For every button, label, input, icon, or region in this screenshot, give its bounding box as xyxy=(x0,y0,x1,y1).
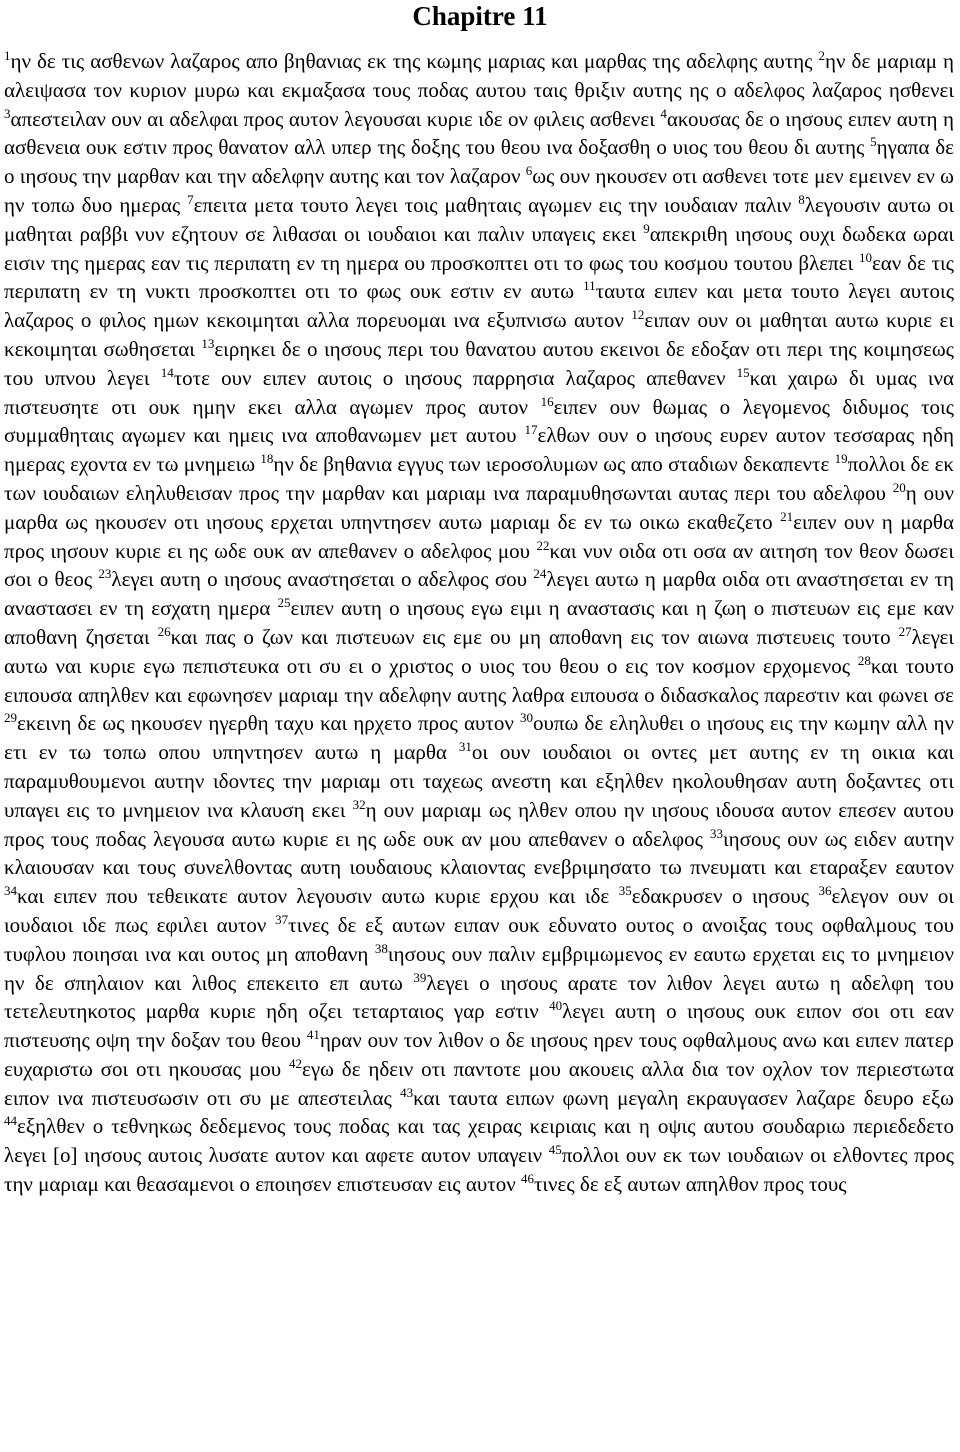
verse-number: 24 xyxy=(533,566,547,582)
verse-number: 15 xyxy=(736,364,750,380)
verse-text: και χαιρω δι υμας ινα πιστευσητε οτι ουκ ημην εκει αλλα αγωμεν προς αυτον xyxy=(4,365,954,419)
verse-number: 42 xyxy=(289,1055,303,1071)
verse-number: 13 xyxy=(201,335,215,351)
verse-text: λεγει ο ιησους αρατε τον λιθον λεγει αυτω η αδελφη του τετελευτηκοτος μαρθα κυριε ηδη οζει τεταρταιος γαρ εστιν xyxy=(4,970,954,1024)
verse-number: 39 xyxy=(413,969,427,985)
verse-number: 30 xyxy=(519,710,533,726)
verse-text: ειπεν ουν η μαρθα προς ιησουν κυριε ει ης ωδε ουκ αν απεθανεν ο αδελφος μου xyxy=(4,509,954,563)
verse-text: εγω δε ηδειν οτι παντοτε μου ακουεις αλλα δια τον οχλον τον περιεστωτα ειπον ινα πιστευσωσιν οτι συ με απεστειλας xyxy=(4,1056,954,1110)
verse-number: 29 xyxy=(4,710,17,726)
verse-text: ην δε μαριαμ η αλειψασα τον κυριον μυρω και εκμαξασα τους ποδας αυτου ταις θριξιν αυτης ης ο αδελφος λαζαρος ησθενει xyxy=(4,49,954,102)
verse-text: απεστειλαν ουν αι αδελφαι προς αυτον λεγουσαι κυριε ιδε ον φιλεις ασθενει xyxy=(10,106,661,131)
verse-text: ως ουν ηκουσεν οτι ασθενει τοτε μεν εμεινεν εν ω ην τοπω δυο ημερας xyxy=(4,164,954,217)
verse-text: λεγει αυτη ο ιησους αναστησεται ο αδελφος σου xyxy=(111,567,534,592)
verse-number: 25 xyxy=(277,595,291,611)
verse-text: και ειπεν που τεθεικατε αυτον λεγουσιν αυτω κυριε ερχου και ιδε xyxy=(17,884,619,909)
verse-text: πολλοι δε εκ των ιουδαιων εληλυθεισαν προς την μαρθαν και μαριαμ ινα παραμυθησωνται αυτας περι του αδελφου xyxy=(4,452,954,505)
verse-text: εκεινη δε ως ηκουσεν ηγερθη ταχυ και ηρχετο προς αυτον xyxy=(17,711,520,736)
verse-number: 35 xyxy=(618,883,632,899)
verse-text: ελθων ουν ο ιησους ευρεν αυτον τεσσαρας ηδη ημερας εχοντα εν τω μνημειω xyxy=(4,423,954,477)
verse-text: ταυτα ειπεν και μετα τουτο λεγει αυτοις λαζαρος ο φιλος ημων κεκοιμηται αλλα πορευομαι ινα εξυπνισω αυτον xyxy=(4,279,955,333)
verse-number: 40 xyxy=(549,998,563,1014)
verse-number: 36 xyxy=(818,883,832,899)
verse-number: 9 xyxy=(643,220,650,236)
verse-number: 23 xyxy=(98,566,112,582)
verse-text: ειρηκει δε ο ιησους περι του θανατου αυτου εκεινοι δε εδοξαν οτι περι της κοιμησεως του υπνου λεγει xyxy=(4,336,954,390)
verse-number: 12 xyxy=(631,307,645,323)
verse-text: και νυν οιδα οτι οσα αν αιτηση τον θεον δωσει σοι ο θεος xyxy=(4,538,954,592)
verse-text: η ουν μαρθα ως ηκουσεν οτι ιησους ερχεται υπηντησεν αυτω μαριαμ δε εν τω οικω εκαθεζετο xyxy=(4,480,955,534)
verse-text: ειπαν ουν οι μαθηται αυτω κυριε ει κεκοιμηται σωθησεται xyxy=(4,308,954,361)
verse-number: 21 xyxy=(780,508,794,524)
verse-number: 32 xyxy=(352,796,366,812)
verse-text: ηραν ουν τον λιθον ο δε ιησους ηρεν τους οφθαλμους ανω και ειπεν πατερ ευχαριστω σοι οτι ηκουσας μου xyxy=(4,1028,954,1081)
verse-number: 26 xyxy=(157,623,171,639)
verse-number: 33 xyxy=(710,825,724,841)
verse-number: 31 xyxy=(458,739,472,755)
verse-text: ην δε τις ασθενων λαζαρος απο βηθανιας εκ της κωμης μαριας και μαρθας της αδελφης αυτης xyxy=(10,49,819,73)
verse-text: και πας ο ζων και πιστευων εις εμε ου μη αποθανη εις τον αιωνα πιστευεις τουτο xyxy=(170,624,899,649)
verse-number: 10 xyxy=(858,249,872,265)
verse-text: λεγει αυτη ο ιησους ουκ ειπον σοι οτι εαν πιστευσης οψη την δοξαν του θεου xyxy=(4,999,955,1053)
verse-number: 3 xyxy=(4,105,11,121)
verse-number: 20 xyxy=(892,479,906,495)
verse-number: 2 xyxy=(818,48,826,63)
verse-number: 5 xyxy=(870,134,877,150)
verse-text: ελεγον ουν οι ιουδαιοι ιδε πως εφιλει αυτον xyxy=(4,884,954,937)
verse-number: 22 xyxy=(536,537,550,553)
verse-text: τοτε ουν ειπεν αυτοις ο ιησους παρρησια λαζαρος απεθανεν xyxy=(173,365,737,390)
verse-number: 14 xyxy=(160,364,174,380)
verse-text: και τουτο ειπουσα απηλθεν και εφωνησεν μαριαμ την αδελφην αυτης λαθρα ειπουσα ο διδασκαλος παρεστιν και φωνει σε xyxy=(4,653,954,707)
verse-text: ιησους ουν παλιν εμβριμωμενος εν εαυτω ερχεται εις το μνημειον ην δε σπηλαιον και λιθος επεκειτο επ αυτω xyxy=(4,941,954,995)
verse-number: 37 xyxy=(275,911,289,927)
verse-number: 11 xyxy=(583,278,596,294)
verse-number: 6 xyxy=(525,163,533,179)
verse-number: 27 xyxy=(898,623,912,639)
verse-text: οι ουν ιουδαιοι οι οντες μετ αυτης εν τη οικια και παραμυθουμενοι αυτην ιδοντες την μαριαμ οτι ταχεως ανεστη και εξηλθεν ηκολουθησαν αυτη δοξαντες οτι υπαγει εις το μνημειον ινα κλαυση εκει xyxy=(4,740,955,822)
verse-text: και ταυτα ειπων φωνη μεγαλη εκραυγασεν λαζαρε δευρο εξω xyxy=(413,1085,954,1110)
verse-number: 38 xyxy=(374,940,388,956)
verse-text: εξηλθεν ο τεθνηκως δεδεμενος τους ποδας και τας χειρας κειριαις και η οψις αυτου σουδαριω περιεδεδετο λεγει [ο] ιησους αυτοις λυσατε αυτον και αφετε αυτον υπαγειν xyxy=(4,1114,954,1168)
verse-text: επειτα μετα τουτο λεγει τοις μαθηταις αγωμεν εις την ιουδαιαν παλιν xyxy=(193,192,799,217)
verse-text: ουπω δε εληλυθει ο ιησους εις την κωμην αλλ ην ετι εν τω τοπω οπου υπηντησεν αυτω η μαρθα xyxy=(4,711,954,765)
verse-number: 45 xyxy=(548,1142,562,1158)
verse-number: 19 xyxy=(834,451,848,467)
verse-text: τινες δε εξ αυτων ειπαν ουκ εδυνατο ουτος ο ανοιξας τους οφθαλμους του τυφλου ποιησαι ινα και ουτος μη αποθανη xyxy=(4,912,955,966)
verse-text: πολλοι ουν εκ των ιουδαιων οι ελθοντες προς την μαριαμ και θεασαμενοι ο εποιησεν επιστευσαν εις αυτον xyxy=(4,1143,954,1197)
chapter-title: Chapitre 11 xyxy=(412,1,548,31)
verse-number: 28 xyxy=(857,652,871,668)
verse-number: 8 xyxy=(798,191,805,207)
verse-number: 34 xyxy=(4,883,17,899)
chapter-body-text xyxy=(4,47,954,1199)
verse-text: εαν δε τις περιπατη εν τη νυκτι προσκοπτει οτι το φως ουκ εστιν εν αυτω xyxy=(4,250,954,304)
verse-number: 18 xyxy=(260,451,274,467)
verse-text: ηγαπα δε ο ιησους την μαρθαν και την αδελφην αυτης και τον λαζαρον xyxy=(4,135,954,189)
verse-text: ην δε βηθανια εγγυς των ιεροσολυμων ως απο σταδιων δεκαπεντε xyxy=(273,452,835,477)
verse-number: 41 xyxy=(306,1027,320,1043)
verse-text: λεγει αυτω η μαρθα οιδα οτι αναστησεται εν τη αναστασει εν τη εσχατη ημερα xyxy=(4,567,954,621)
verse-text: απεκριθη ιησους ουχι δωδεκα ωραι εισιν της ημερας εαν τις περιπατη εν τη ημερα ου προσκοπτει οτι το φως του κοσμου τουτου βλεπει xyxy=(4,221,954,275)
verse-text: τινες δε εξ αυτων απηλθον προς τους xyxy=(533,1172,847,1197)
verse-number: 43 xyxy=(400,1084,414,1100)
verse-text: εδακρυσεν ο ιησους xyxy=(631,884,819,909)
verse-number: 46 xyxy=(520,1171,534,1187)
verse-number: 44 xyxy=(4,1113,17,1129)
verse-number: 7 xyxy=(187,191,194,207)
verse-number: 16 xyxy=(540,393,554,409)
verse-number: 1 xyxy=(4,48,11,63)
verse-text: ειπεν ουν θωμας ο λεγομενος διδυμος τοις συμμαθηταις αγωμεν και ημεις ινα αποθανωμεν μετ αυτου xyxy=(4,394,954,448)
verse-text: ιησους ουν ως ειδεν αυτην κλαιουσαν και τους συνελθοντας αυτη ιουδαιους κλαιοντας ενεβριμησατο τω πνευματι και εταραξεν εαυτον xyxy=(4,826,954,880)
verse-text: λεγουσιν αυτω οι μαθηται ραββι νυν εζητουν σε λιθασαι οι ιουδαιοι και παλιν υπαγεις εκει xyxy=(4,192,954,246)
verse-number: 4 xyxy=(660,105,667,121)
verse-text: η ουν μαριαμ ως ηλθεν οπου ην ιησους ιδουσα αυτον επεσεν αυτου προς τους ποδας λεγουσα αυτω κυριε ει ης ωδε ουκ αν μου απεθανεν ο αδελφος xyxy=(4,797,954,851)
verse-text: ακουσας δε ο ιησους ειπεν αυτη η ασθενεια ουκ εστιν προς θανατον αλλ υπερ της δοξης του θεου ινα δοξασθη ο υιος του θεου δι αυτης xyxy=(4,106,954,160)
verse-number: 17 xyxy=(524,422,538,438)
verse-text: ειπεν αυτη ο ιησους εγω ειμι η αναστασις και η ζωη ο πιστευων εις εμε καν αποθανη ζησεται xyxy=(4,596,955,649)
verse-text: λεγει αυτω ναι κυριε εγω πεπιστευκα οτι συ ει ο χριστος ο υιος του θεου ο εις τον κοσμον ερχομενος xyxy=(4,624,954,678)
